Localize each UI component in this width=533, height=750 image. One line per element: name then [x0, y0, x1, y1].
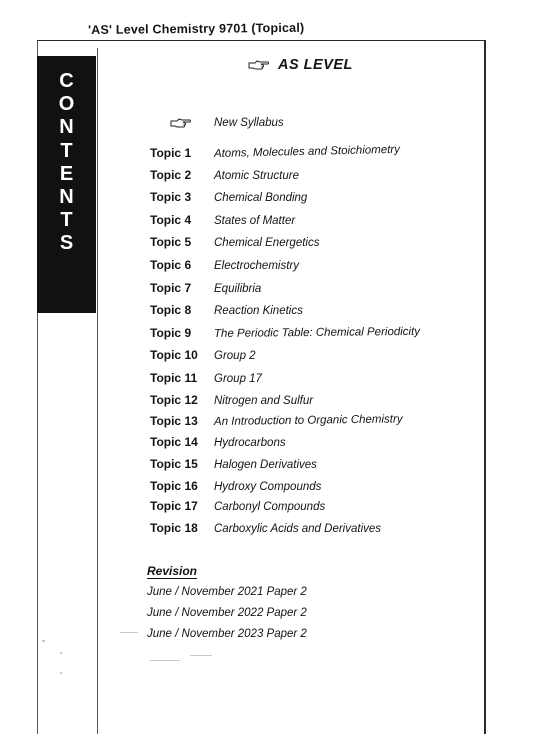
topic-title: The Periodic Table: Chemical Periodicity [213, 325, 421, 340]
topic-title: Hydroxy Compounds [214, 481, 322, 493]
topic-title: Electrochemistry [214, 260, 299, 272]
topic-title: Hydrocarbons [214, 437, 286, 449]
topic-title: An Introduction to Organic Chemistry [213, 413, 403, 428]
topic-title: Atomic Structure [214, 170, 299, 182]
scan-speck [190, 655, 212, 656]
topic-number: Topic 9 [150, 326, 192, 340]
scan-speck [60, 652, 62, 654]
revision-item[interactable]: June / November 2023 Paper 2 [147, 628, 307, 640]
section-title-text: AS LEVEL [278, 57, 353, 73]
scan-speck [150, 660, 180, 661]
topic-entry[interactable] [150, 213, 295, 227]
topic-entry[interactable] [150, 479, 321, 493]
topic-entry[interactable] [150, 371, 262, 385]
scan-speck [42, 640, 45, 642]
topics-list [150, 0, 480, 560]
new-syllabus-label: New Syllabus [214, 117, 284, 129]
topic-number: Topic 11 [150, 371, 198, 385]
topic-entry[interactable] [150, 457, 317, 471]
topic-entry[interactable] [150, 168, 299, 182]
topic-title: Carboxylic Acids and Derivatives [214, 523, 382, 535]
contents-letter: T [60, 139, 73, 162]
contents-letter: N [59, 116, 74, 139]
topic-number: Topic 7 [150, 281, 192, 295]
topic-entry[interactable] [150, 190, 307, 204]
topic-title: States of Matter [214, 215, 296, 227]
topic-title: Group 2 [214, 350, 256, 362]
topic-title: Chemical Bonding [214, 192, 308, 204]
topic-entry[interactable] [150, 435, 286, 449]
topic-number: Topic 17 [150, 499, 198, 513]
contents-vertical-label [37, 56, 96, 313]
topic-number: Topic 1 [150, 146, 192, 160]
revision-item[interactable]: June / November 2022 Paper 2 [147, 607, 307, 619]
topic-entry[interactable] [150, 281, 261, 295]
topic-title: Nitrogen and Sulfur [214, 395, 314, 407]
topic-number: Topic 15 [150, 457, 198, 471]
topic-title: Group 17 [214, 373, 262, 385]
topic-title: Reaction Kinetics [214, 305, 303, 317]
topic-entry[interactable] [150, 414, 403, 428]
topic-entry[interactable] [150, 348, 256, 362]
contents-letter: E [59, 162, 74, 185]
contents-sidebar [37, 48, 98, 734]
page-header: 'AS' Level Chemistry 9701 (Topical) [88, 20, 305, 37]
revision-heading: Revision [147, 564, 198, 578]
topic-title: Chemical Energetics [214, 237, 320, 249]
scan-speck [120, 632, 138, 633]
topic-number: Topic 3 [150, 190, 192, 204]
topic-entry[interactable] [150, 235, 319, 249]
topic-number: Topic 6 [150, 258, 192, 272]
topic-entry[interactable] [150, 326, 420, 340]
topic-title: Equilibria [214, 283, 262, 295]
topic-title: Atoms, Molecules and Stoichiometry [213, 143, 401, 160]
topic-title: Carbonyl Compounds [214, 501, 326, 513]
topic-number: Topic 5 [150, 235, 192, 249]
topic-number: Topic 16 [150, 479, 198, 493]
topic-number: Topic 4 [150, 213, 192, 227]
topic-entry[interactable] [150, 521, 381, 535]
topic-title: Halogen Derivatives [214, 459, 317, 471]
contents-letter: O [58, 93, 75, 116]
contents-letter: C [59, 70, 74, 92]
revision-item[interactable]: June / November 2021 Paper 2 [147, 586, 307, 598]
topic-entry[interactable] [150, 143, 401, 160]
contents-letter: N [59, 186, 74, 209]
topic-number: Topic 12 [150, 393, 198, 407]
topic-number: Topic 18 [150, 521, 198, 535]
contents-letter: T [60, 209, 73, 232]
topic-entry[interactable] [150, 393, 313, 407]
topic-number: Topic 2 [150, 168, 192, 182]
contents-letter: S [59, 232, 74, 255]
topic-number: Topic 13 [150, 414, 198, 428]
topic-number: Topic 8 [150, 303, 192, 317]
topic-number: Topic 10 [150, 348, 198, 362]
scan-speck [60, 672, 62, 674]
topic-number: Topic 14 [150, 435, 198, 449]
topic-entry[interactable] [150, 303, 303, 317]
topic-entry[interactable] [150, 499, 325, 513]
topic-entry[interactable] [150, 258, 299, 272]
